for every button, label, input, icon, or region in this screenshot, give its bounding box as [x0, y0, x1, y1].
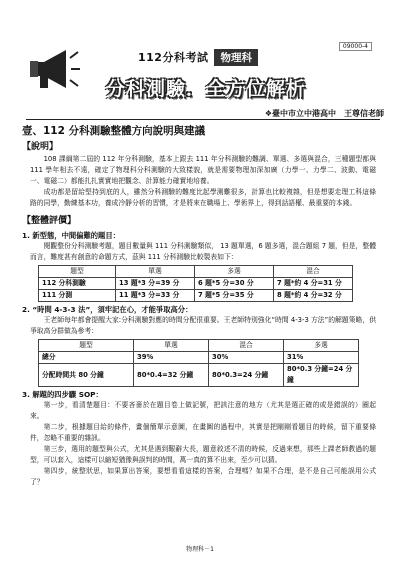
step-4: 第四步，統整狀思，如果算出答案，要想看看這樣的答案，合理嗎？如果不合理，是不是自己可能誤用公式了？ — [30, 467, 376, 486]
table-header: 單選 — [116, 266, 195, 278]
table-row — [39, 352, 359, 364]
table-cell: 11 題*3 分=33 分 — [116, 290, 195, 302]
table-cell: 總分 — [39, 352, 134, 364]
table-cell: 7 題*5 分=35 分 — [195, 290, 274, 302]
table-header: 題型 — [39, 340, 134, 352]
time-allocation-table — [38, 339, 359, 387]
section1-title: 壹、112 分科測驗整體方向說明與建議 — [22, 125, 206, 137]
explain-heading: 【說明】 — [22, 142, 59, 152]
megaphone-icon — [26, 46, 82, 92]
step-1: 第一步，看清楚題目：不要吝嗇於在題目卷上做記號，把該注意的地方（尤其是選正確的或是錯誤的）圈起來。 — [30, 401, 376, 420]
table-header: 單選 — [134, 340, 209, 352]
subject-tag: 物理科 — [214, 49, 258, 66]
paragraph-2: 成功都是留給堅持到底的人，雖然分科測驗的難度比起學測難很多，計算也比較複雜，但是想要走理工科這條路的同學，勤練基本功，養成冷靜分析的習慣，才是將來在職場上、學術界上，得到話語權、最重要的本錢。 — [30, 188, 376, 207]
code-box: 09000-4 — [339, 42, 372, 51]
table-row — [39, 278, 353, 290]
table-cell: 6 題*5 分=30 分 — [195, 278, 274, 290]
header-banner — [26, 30, 376, 104]
table-header: 多選 — [284, 340, 359, 352]
main-title: 分科測驗．全方位解析 — [106, 78, 307, 100]
item3-title: 3. 解題的四步驟 SOP： — [22, 390, 103, 399]
table-header: 混合 — [209, 340, 284, 352]
author-line: ❖臺中市立中港高中 王尊信老師 — [264, 109, 384, 118]
table-cell: 80*0.4=32 分鐘 — [134, 364, 209, 387]
table-cell: 80*0.3 分鐘=24 分鐘 — [284, 364, 359, 387]
table-cell: 39% — [134, 352, 209, 364]
table-header-row — [39, 266, 353, 278]
table-cell: 7 題*約 4 分=31 分 — [274, 278, 353, 290]
header-rule — [26, 119, 380, 120]
item1-title: 1. 新型態，中間偏難的題目： — [22, 231, 120, 240]
paragraph-1: 108 課綱第二屆的 112 年分科測驗，基本上跟去 111 年分科測驗的難調、單選、多選與混合，三種題型都與 111 學年相去不遠，確定了物理科分科測驗的大致樣貌，就是需要物理加深加廣（力學一、力學二、波動、電磁一、電磁二）都能扎扎實實地把觀念、計算能力確實地培養。 — [30, 155, 376, 185]
evaluation-heading: 【整體評價】 — [22, 216, 77, 226]
table-header: 題型 — [39, 266, 116, 278]
table-cell: 80*0.3=24 分鐘 — [209, 364, 284, 387]
table-row — [39, 290, 353, 302]
step-2: 第二步，根據題目給的條件，畫個簡單示意圖，在畫圖的過程中，其實是把剛剛看題目的時候，留下重要條件，忽略不重要的雜訊。 — [30, 423, 376, 442]
table-header: 混合 — [274, 266, 353, 278]
table-cell: 111 分測 — [39, 290, 116, 302]
table-cell: 30% — [209, 352, 284, 364]
exam-line — [138, 48, 258, 66]
table-cell: 13 題*3 分=39 分 — [116, 278, 195, 290]
table-cell: 分配時間共 80 分鐘 — [39, 364, 134, 387]
table-header-row — [39, 340, 359, 352]
table-cell: 8 題*約 4 分=32 分 — [274, 290, 353, 302]
item2-text: 王老師每年都會提醒大家:分科測驗對應的時間分配很重要。王老師特別強化“時間 4-3-3 方法”的解題策略，供爭取高分群做為參考： — [30, 316, 376, 335]
content — [22, 124, 382, 488]
table-cell: 31% — [284, 352, 359, 364]
exam-label: 112分科考試 — [138, 51, 209, 64]
comparison-table — [38, 265, 353, 302]
table-header: 多選 — [195, 266, 274, 278]
table-cell: 112 分科測驗 — [39, 278, 116, 290]
table-row — [39, 364, 359, 387]
item2-title: 2. “時間 4-3-3 法”，須牢記在心，才能爭取高分： — [22, 305, 193, 314]
step-3: 第三步，選用的題型與公式，尤其是遇到艱辭大長，題意敘述不清的時候，反過來想，那些上課老師教過的題型，可以套入，這樣可以縮短猶豫與誤判的時間，萬一真的算不出來，至少可以猜。 — [30, 445, 376, 464]
item1-text: 閱觀整份分科測驗考題，題目數量與 111 分科測驗類似， 13 題單選，6 題多選，混合題組 7 題，但是，整體而言，難度甚有創意的命題方式，茲與 111 分科測驗比較製表如下： — [30, 242, 376, 261]
page-footer: 物理科－1 — [186, 546, 214, 553]
